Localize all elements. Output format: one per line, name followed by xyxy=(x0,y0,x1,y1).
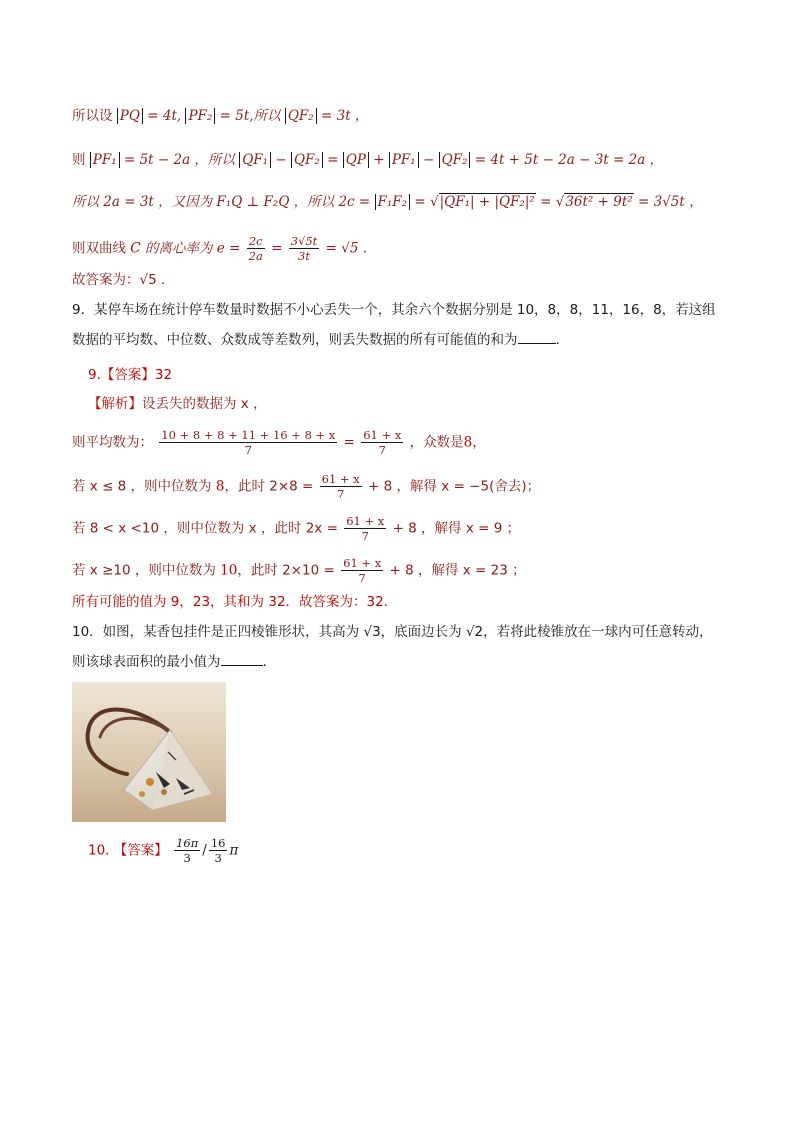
math: = 4t + 5t − 2a − 3t = 2a ， xyxy=(474,152,664,168)
q10-question-line-1: 10．如图，某香包挂件是正四棱锥形状，其高为 √3，底面边长为 √2，若将此棱锥放在一球内可任意转动， xyxy=(72,624,713,640)
math: C xyxy=(130,240,141,257)
math: − xyxy=(275,152,287,168)
value: 8 xyxy=(463,434,473,451)
q9-conclusion: 所有可能的值为 9，23，其和为 32．故答案为：32． xyxy=(72,594,398,610)
q9-case-1 xyxy=(72,472,540,501)
answer-blank xyxy=(221,653,263,666)
math: = xyxy=(414,194,426,210)
separator: / xyxy=(202,842,207,859)
text: ，众数是 xyxy=(409,434,464,451)
math-abs: PF₁ xyxy=(389,152,419,168)
math: = √5 . xyxy=(325,240,367,257)
q8-line-4 xyxy=(72,234,367,263)
fraction: $\frac{61 + x}{7}$ xyxy=(363,428,402,457)
text: 若 x ≥10 ，则中位数为 xyxy=(72,562,216,579)
text: . xyxy=(262,654,267,670)
text: 则 xyxy=(72,152,86,168)
fraction: $\frac{16}{3}$ xyxy=(210,836,226,865)
q9-question-line-1: 9．某停车场在统计停车数量时数据不小心丢失一个，其余六个数据分别是 10，8，8，11，16，8，若这组 xyxy=(72,302,716,318)
text: 所以设 xyxy=(72,108,113,124)
text: 数据的平均数、中位数、众数成等差数列，则丢失数据的所有可能值的和为 xyxy=(72,332,518,348)
fraction: $\frac{10 + 8 + 8 + 11 + 16 + 8 + x}{7}$ xyxy=(161,428,336,457)
q8-line-3: 所以 2a = 3t ，又因为 F₁Q ⊥ F₂Q ，所以 2c = F₁F₂ = √|QF₁| + |QF₂|² = √36t² + 9t² = 3√5t ， xyxy=(72,194,703,210)
text: 设丢失的数据为 x ， xyxy=(142,396,267,412)
text: + 8 ，解得 x = 9 ； xyxy=(392,520,521,537)
math-abs: QP xyxy=(343,152,369,168)
math-abs: QF₂ xyxy=(285,108,317,124)
q10-answer-line xyxy=(88,836,238,865)
math-abs: QF₂ xyxy=(291,152,323,168)
math: π xyxy=(229,842,239,859)
q9-case-2 xyxy=(72,514,520,543)
math: 的离心率为 e = xyxy=(144,240,241,257)
q9-question-line-2 xyxy=(72,330,560,350)
text: 则双曲线 xyxy=(72,240,126,257)
math: + xyxy=(373,152,385,168)
answer-label: 10. 【答案】 xyxy=(88,842,168,859)
q9-analysis-line xyxy=(88,394,267,414)
text: ，此时 2×8 = xyxy=(224,478,314,495)
analysis-label: 【解析】 xyxy=(88,396,142,412)
math: − xyxy=(422,152,435,168)
text: ，此时 2×10 = xyxy=(237,562,335,579)
fraction: $\frac{61 + x}{7}$ xyxy=(343,556,382,585)
math: = 5t,所以 xyxy=(219,108,281,124)
q9-answer-label: 9.【答案】32 xyxy=(88,367,173,383)
math-abs: QF₁ xyxy=(239,152,271,168)
fraction: $\frac{61 + x}{7}$ xyxy=(321,472,360,501)
value: 8 xyxy=(215,478,225,495)
math: = xyxy=(327,152,339,168)
text: 则平均数为： xyxy=(72,434,153,451)
sachet-pendant-photo xyxy=(72,682,226,822)
text: ， xyxy=(472,434,486,451)
answer-blank xyxy=(518,331,556,344)
text: 若 x ≤ 8 ，则中位数为 xyxy=(72,478,212,495)
fraction: $\frac{2c}{2a}$ xyxy=(248,234,263,263)
math-abs: PF₁ xyxy=(90,152,120,168)
math: = 3√5t ， xyxy=(637,194,703,210)
text: 则该球表面积的最小值为 xyxy=(72,654,221,670)
text: . xyxy=(555,332,560,348)
text: 若 8 < x <10 ，则中位数为 x ，此时 2x = xyxy=(72,520,338,537)
math: = 3t ， xyxy=(321,108,369,124)
text: + 8 ，解得 x = −5(舍去)； xyxy=(368,478,541,495)
q8-line-2 xyxy=(72,150,663,170)
math: = 4t, xyxy=(147,108,182,124)
math-abs: PQ xyxy=(117,108,143,124)
q10-question-line-2 xyxy=(72,652,267,672)
q8-answer: 故答案为：√5 . xyxy=(72,272,166,288)
math: 所以 2a = 3t ，又因为 F₁Q ⊥ F₂Q ，所以 2c = xyxy=(72,194,371,210)
sqrt-expression: 36t² + 9t² xyxy=(565,194,633,210)
text: + 8 ，解得 x = 23 ； xyxy=(389,562,526,579)
math: = xyxy=(343,434,355,451)
math: = xyxy=(271,240,283,257)
sqrt-expression: |QF₁| + |QF₂|² xyxy=(439,194,535,210)
fraction: $\frac{3√5t}{3t}$ xyxy=(290,234,318,263)
math-abs: QF₂ xyxy=(439,152,471,168)
math: = xyxy=(540,194,552,210)
q9-mean-line xyxy=(72,428,486,457)
value: 10 xyxy=(220,562,238,579)
q9-case-3 xyxy=(72,556,526,585)
fraction: $\frac{61 + x}{7}$ xyxy=(346,514,385,543)
fraction: $\frac{16\pi}{3}$ xyxy=(176,836,199,865)
math-abs: F₁F₂ xyxy=(375,194,411,210)
math: = 5t − 2a ，所以 xyxy=(123,152,235,168)
math-abs: PF₂ xyxy=(185,108,215,124)
q8-line-1 xyxy=(72,106,368,126)
